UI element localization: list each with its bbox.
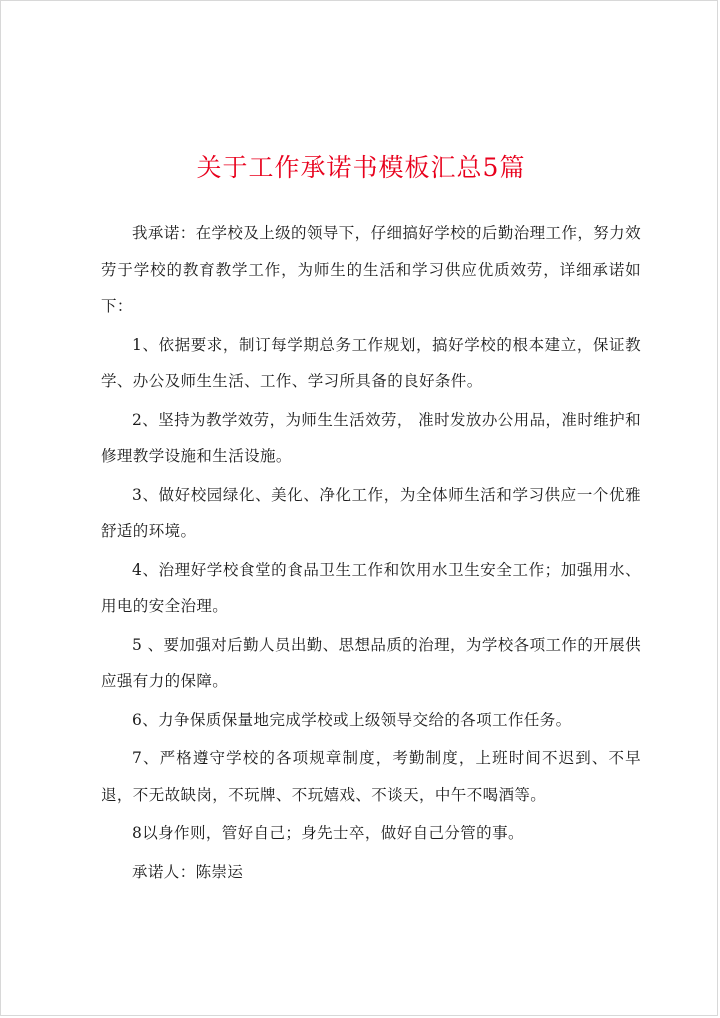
document-title: 关于工作承诺书模板汇总5篇 — [196, 153, 526, 182]
paragraph-item-7: 7、严格遵守学校的各项规章制度，考勤制度，上班时间不迟到、不早退，不无故缺岗，不玩牌、不玩嬉戏、不谈天，中午不喝酒等。 — [101, 749, 641, 804]
document-body — [101, 215, 641, 892]
paragraph-item-1: 1、依据要求，制订每学期总务工作规划，搞好学校的根本建立，保证教学、办公及师生生活、工作、学习所具备的良好条件。 — [101, 335, 641, 390]
paragraph-item-3: 3、做好校园绿化、美化、净化工作，为全体师生活和学习供应一个优雅舒适的环境。 — [101, 485, 641, 540]
paragraph-item-5: 5 、要加强对后勤人员出勤、思想品质的治理，为学校各项工作的开展供应强有力的保障。 — [101, 635, 641, 690]
paragraph-item-2: 2、坚持为教学效劳，为师生生活效劳， 准时发放办公用品，准时维护和修理教学设施和生活设施。 — [101, 410, 641, 465]
paragraph-item-4: 4、治理好学校食堂的食品卫生工作和饮用水卫生安全工作；加强用水、用电的安全治理。 — [101, 560, 641, 615]
paragraph-item-8: 8以身作则，管好自己；身先士卒，做好自己分管的事。 — [132, 824, 524, 842]
paragraph-item-6: 6、力争保质保量地完成学校或上级领导交给的各项工作任务。 — [132, 710, 572, 729]
paragraph-intro: 我承诺：在学校及上级的领导下，仔细搞好学校的后勤治理工作，努力效劳于学校的教育教学工作，为师生的生活和学习供应优质效劳，详细承诺如下： — [101, 224, 641, 315]
signature-line: 承诺人：陈崇运 — [132, 862, 244, 881]
